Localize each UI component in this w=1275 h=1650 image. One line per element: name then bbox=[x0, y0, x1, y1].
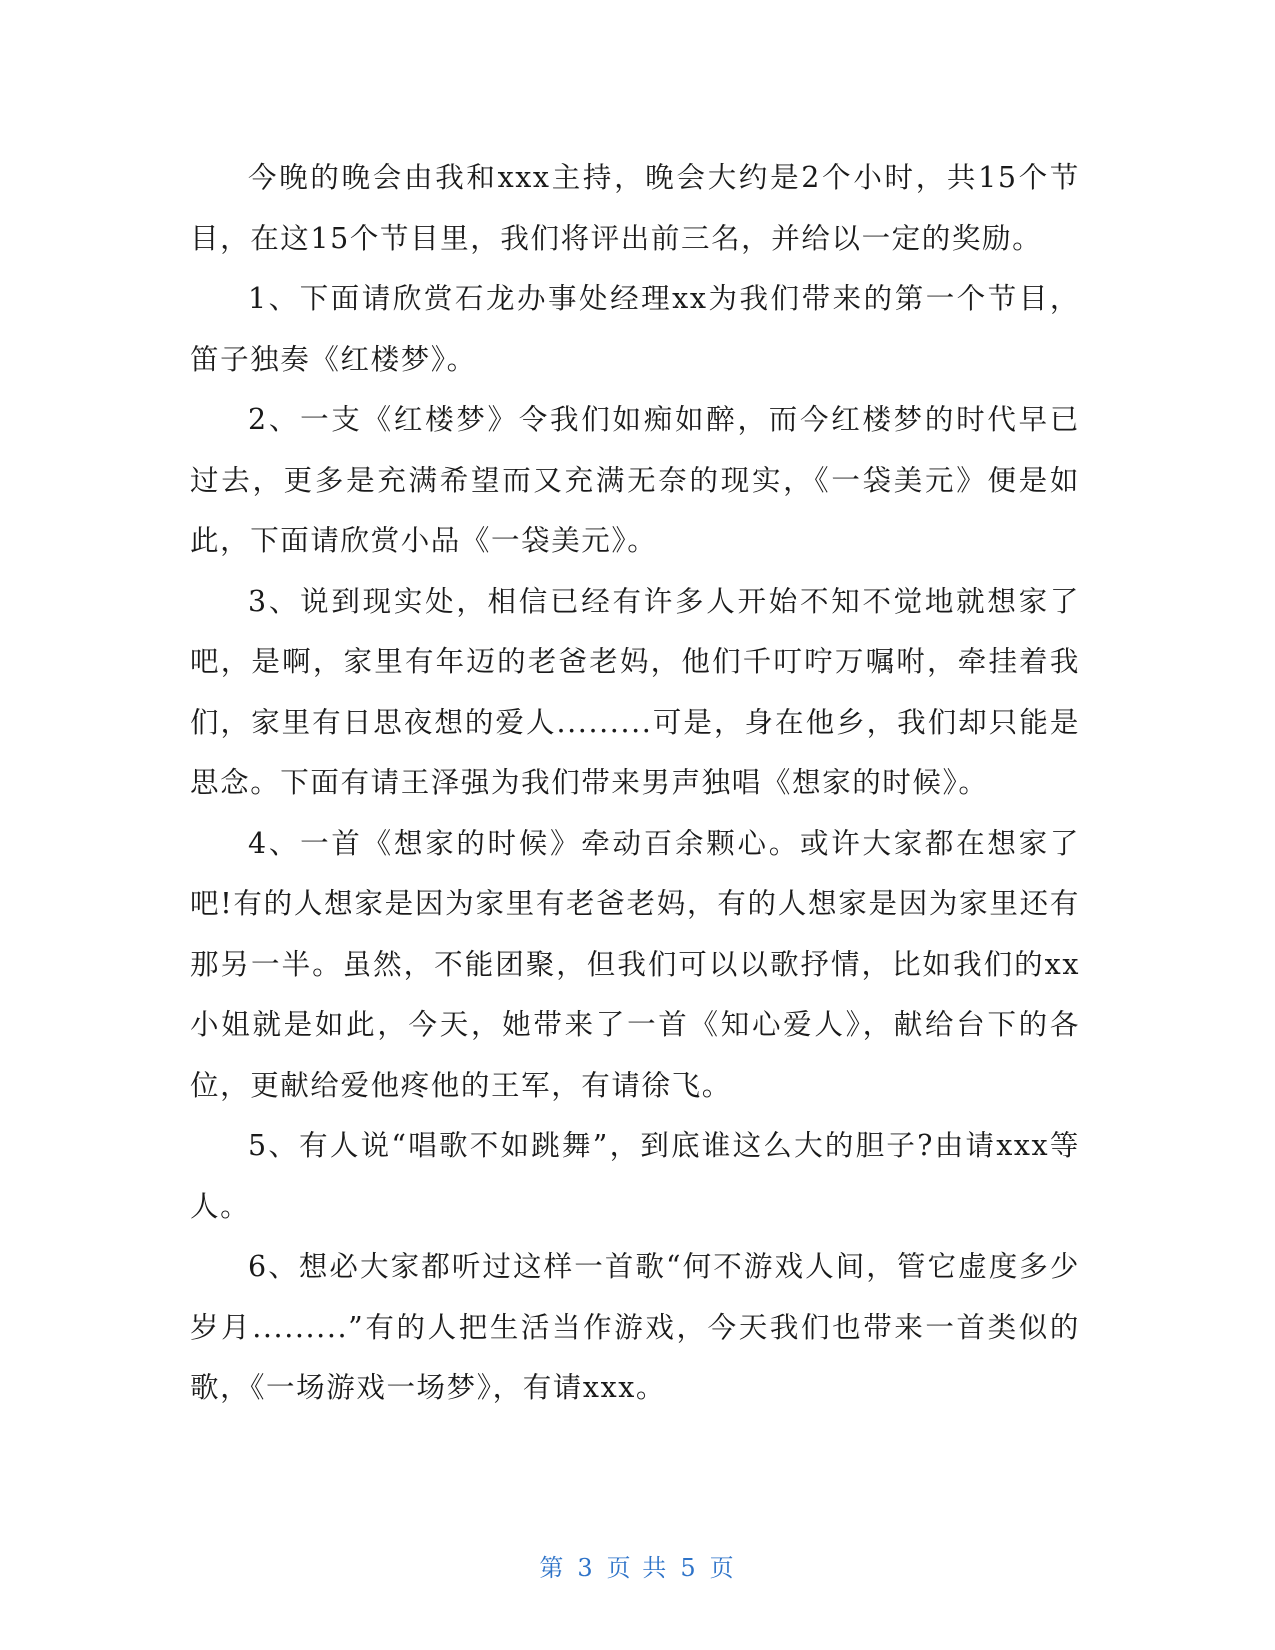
paragraph-item-6: 6、想必大家都听过这样一首歌“何不游戏人间，管它虚度多少岁月.........”有的人把生活当作游戏，今天我们也带来一首类似的歌，《一场游戏一场梦》，有请xxx。 bbox=[190, 1250, 1080, 1404]
footer-suffix: 页 bbox=[709, 1554, 736, 1582]
footer-middle: 页 共 bbox=[606, 1554, 669, 1582]
page-footer bbox=[0, 1548, 1275, 1583]
paragraph-item-3: 3、说到现实处，相信已经有许多人开始不知不觉地就想家了吧，是啊，家里有年迈的老爸老妈，他们千叮咛万嘱咐，牵挂着我们，家里有日思夜想的爱人.........可是，身在他乡，我们却只能是思念。下面有请王泽强为我们带来男声独唱《想家的时候》。 bbox=[190, 584, 1080, 799]
paragraph-item-1: 1、下面请欣赏石龙办事处经理xx为我们带来的第一个节目，笛子独奏《红楼梦》。 bbox=[190, 282, 1080, 376]
footer-current-page: 3 bbox=[577, 1554, 595, 1582]
paragraph-item-2: 2、一支《红楼梦》令我们如痴如醉，而今红楼梦的时代早已过去，更多是充满希望而又充满无奈的现实，《一袋美元》便是如此，下面请欣赏小品《一袋美元》。 bbox=[190, 403, 1080, 557]
paragraph-item-5: 5、有人说“唱歌不如跳舞”，到底谁这么大的胆子?由请xxx等人。 bbox=[190, 1129, 1080, 1223]
document-body bbox=[190, 148, 1080, 1419]
paragraph-item-4: 4、一首《想家的时候》牵动百余颗心。或许大家都在想家了吧!有的人想家是因为家里有老爸老妈，有的人想家是因为家里还有那另一半。虽然，不能团聚，但我们可以以歌抒情，比如我们的xx小姐就是如此，今天，她带来了一首《知心爱人》，献给台下的各位，更献给爱他疼他的王军，有请徐飞。 bbox=[190, 826, 1080, 1102]
footer-prefix: 第 bbox=[539, 1554, 566, 1582]
paragraph-intro: 今晚的晚会由我和xxx主持，晚会大约是2个小时，共15个节目，在这15个节目里，我们将评出前三名，并给以一定的奖励。 bbox=[190, 161, 1080, 255]
footer-total-pages: 5 bbox=[680, 1554, 698, 1582]
